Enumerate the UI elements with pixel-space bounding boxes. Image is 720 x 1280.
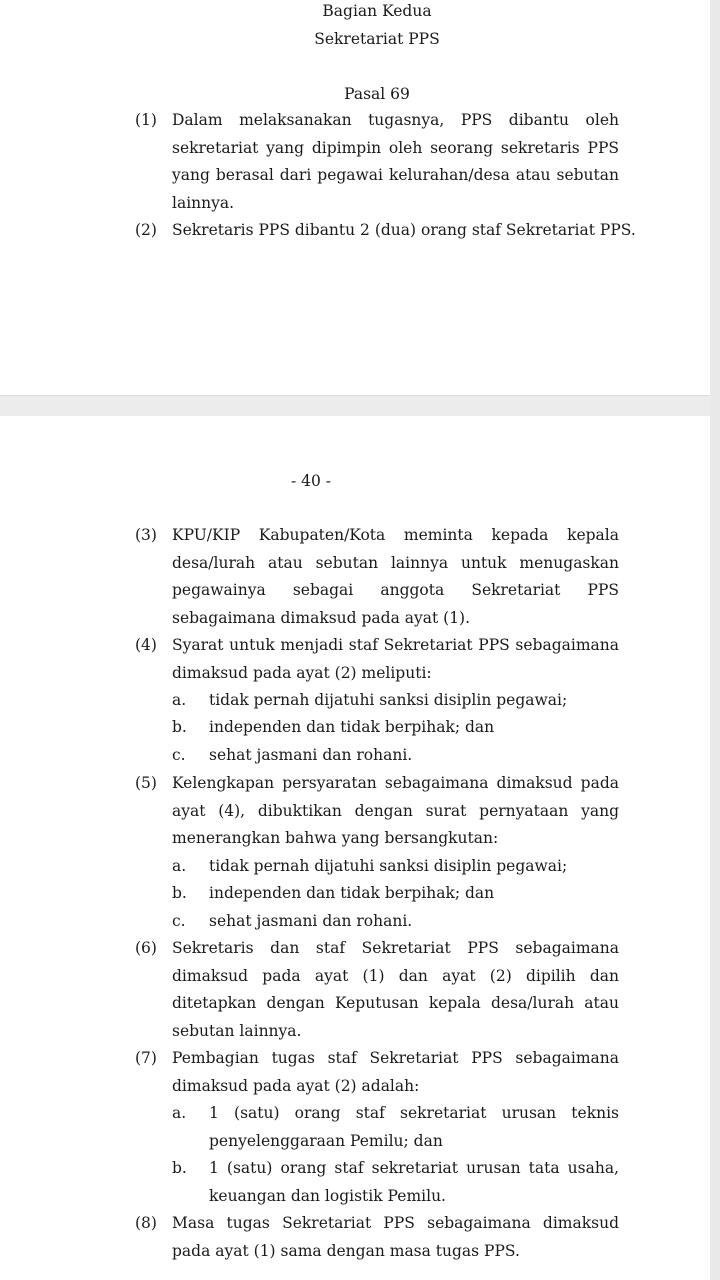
scrollbar-track[interactable] [710, 0, 720, 1280]
paragraph-number: (4) [135, 636, 157, 654]
paragraph-number: (8) [135, 1214, 157, 1232]
paragraph-text: KPU/KIP Kabupaten/Kota meminta kepada kepala desa/lurah atau sebutan lainnya untuk menugaskan pegawainya sebagai anggota Sekretariat PPS sebagaimana dimaksud pada ayat (1). [172, 526, 619, 627]
list-item-text: 1 (satu) orang staf sekretariat urusan teknis penyelenggaraan Pemilu; dan [209, 1104, 619, 1150]
list-item-text: sehat jasmani dan rohani. [209, 746, 413, 764]
list-letter: a. [172, 691, 187, 709]
list-letter: c. [172, 912, 186, 930]
document-page-bottom [0, 416, 710, 1280]
paragraph-text: Syarat untuk menjadi staf Sekretariat PPS sebagaimana dimaksud pada ayat (2) meliputi: [172, 636, 619, 682]
list-item-text: tidak pernah dijatuhi sanksi disiplin pegawai; [209, 691, 568, 709]
page-number: - 40 - [290, 472, 332, 490]
paragraph-text: Kelengkapan persyaratan sebagaimana dimaksud pada ayat (4), dibuktikan dengan surat pernyataan yang menerangkan bahwa yang bersangkutan: [172, 774, 619, 847]
paragraph-text: Dalam melaksanakan tugasnya, PPS dibantu oleh sekretariat yang dipimpin oleh seorang sekretaris PPS yang berasal dari pegawai kelurahan/desa atau sebutan lainnya. [172, 111, 619, 212]
paragraph-number: (1) [135, 111, 157, 129]
list-item-text: 1 (satu) orang staf sekretariat urusan tata usaha, keuangan dan logistik Pemilu. [209, 1159, 619, 1205]
list-item-text: independen dan tidak berpihak; dan [209, 884, 495, 902]
paragraph-text: Sekretaris dan staf Sekretariat PPS sebagaimana dimaksud pada ayat (1) dan ayat (2) dipilih dan ditetapkan dengan Keputusan kepala desa/lurah atau sebutan lainnya. [172, 939, 619, 1040]
paragraph-number: (6) [135, 939, 157, 957]
paragraph-number: (5) [135, 774, 157, 792]
list-letter: c. [172, 746, 186, 764]
list-item-text: sehat jasmani dan rohani. [209, 912, 413, 930]
paragraph-number: (3) [135, 526, 157, 544]
list-letter: b. [172, 718, 187, 736]
document-page-top [0, 0, 710, 395]
section-subtitle: Sekretariat PPS [314, 30, 440, 48]
section-title: Bagian Kedua [322, 2, 432, 20]
list-letter: a. [172, 857, 187, 875]
paragraph-text: Sekretaris PPS dibantu 2 (dua) orang staf Sekretariat PPS. [172, 221, 636, 239]
list-item-text: independen dan tidak berpihak; dan [209, 718, 495, 736]
list-letter: b. [172, 884, 187, 902]
list-letter: a. [172, 1104, 187, 1122]
paragraph-text: Pembagian tugas staf Sekretariat PPS sebagaimana dimaksud pada ayat (2) adalah: [172, 1049, 619, 1095]
article-title: Pasal 69 [344, 85, 410, 103]
page-separator [0, 395, 710, 417]
paragraph-text: Masa tugas Sekretariat PPS sebagaimana dimaksud pada ayat (1) sama dengan masa tugas PPS. [172, 1214, 619, 1260]
list-letter: b. [172, 1159, 187, 1177]
paragraph-number: (7) [135, 1049, 157, 1067]
list-item-text: tidak pernah dijatuhi sanksi disiplin pegawai; [209, 857, 568, 875]
paragraph-number: (2) [135, 221, 157, 239]
